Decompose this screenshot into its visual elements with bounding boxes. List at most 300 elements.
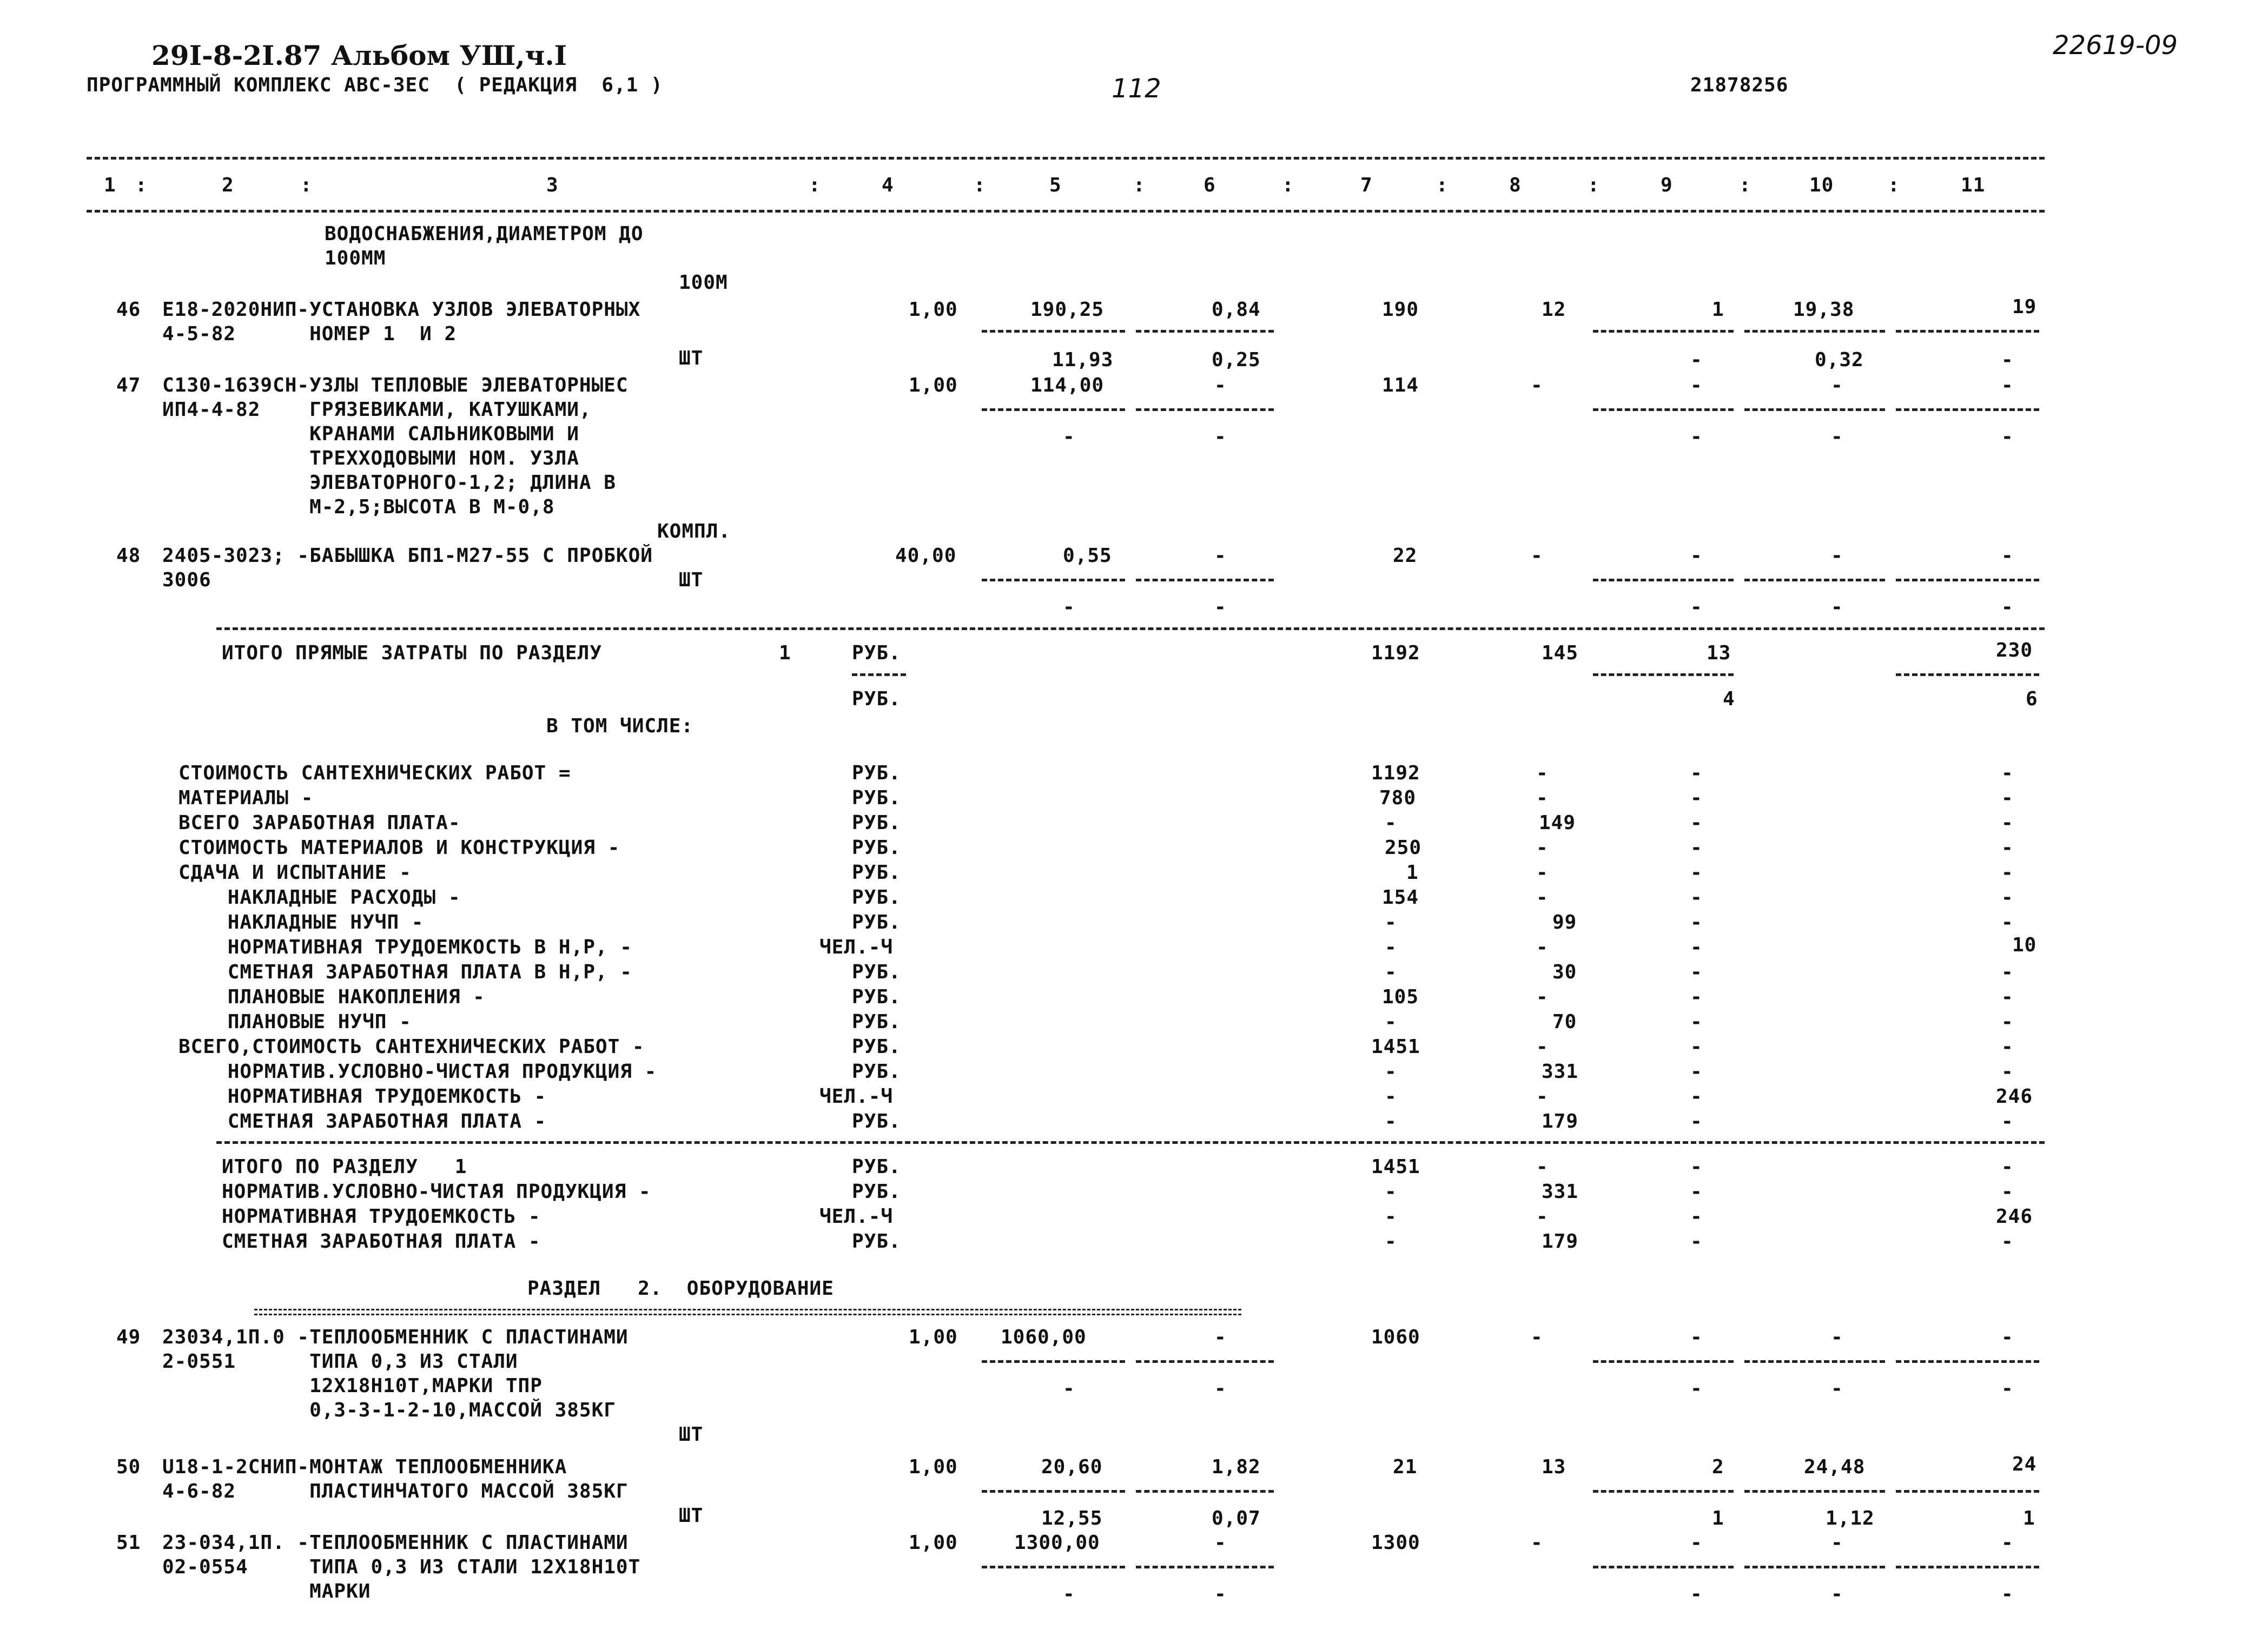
section-total-c7: - [1385, 1230, 1397, 1253]
cell-rule [982, 408, 1125, 411]
row-unit: ШТ [679, 347, 704, 369]
summary-unit: РУБ. [852, 862, 901, 884]
summary-c9: - [1690, 787, 1703, 809]
machine-total: 1 [1712, 299, 1724, 321]
summary-c8: 149 [1539, 812, 1576, 834]
row-desc: КРАНАМИ САЛЬНИКОВЫМИ И [162, 423, 579, 445]
row-desc: 02-0554 ТИПА 0,3 ИЗ СТАЛИ 12Х18Н10Т [162, 1556, 641, 1578]
col-sep: : [974, 174, 986, 196]
cell-rule [1744, 330, 1885, 333]
cell-rule [1593, 408, 1734, 411]
summary-label: МАТЕРИАЛЫ - [178, 787, 314, 809]
summary-c9: - [1690, 961, 1703, 983]
cell-rule [982, 1566, 1125, 1568]
col-1: 1 [104, 174, 116, 196]
row-desc: Е18-2020НИП-УСТАНОВКА УЗЛОВ ЭЛЕВАТОРНЫХ [162, 299, 641, 321]
col-sep: : [1282, 174, 1294, 196]
wage-total: - [1531, 1532, 1543, 1554]
cell-rule [1896, 1490, 2039, 1493]
summary-c7: - [1385, 936, 1397, 958]
summary-c7: 1451 [1371, 1036, 1420, 1058]
section-total-label: ИТОГО ПО РАЗДЕЛУ 1 [222, 1156, 467, 1178]
summary-unit: ЧЕЛ.-Ч [819, 936, 894, 958]
cell-rule [1136, 330, 1274, 333]
section-total-label: СМЕТНАЯ ЗАРАБОТНАЯ ПЛАТА - [222, 1230, 541, 1253]
summary-c11: 246 [1996, 1085, 2033, 1108]
summary-unit: РУБ. [852, 837, 901, 859]
machine-total-wage: 1 [1712, 1507, 1724, 1529]
col-sep: : [809, 174, 821, 196]
cell-rule [982, 579, 1125, 581]
section-total-rule [216, 1141, 2045, 1144]
col-sep: : [1739, 174, 1751, 196]
summary-c11: - [2001, 862, 2014, 884]
machine-wage: - [1214, 1583, 1227, 1605]
row-number: 50 [116, 1456, 141, 1478]
row-desc: С130-1639СН-УЗЛЫ ТЕПЛОВЫЕ ЭЛЕВАТОРНЫЕС [162, 374, 629, 396]
section-total-c7: - [1385, 1206, 1397, 1228]
machine-total-wage: - [1690, 426, 1703, 448]
summary-unit: РУБ. [852, 1011, 901, 1033]
header-bottom-rule [87, 210, 2045, 213]
labor-unit: - [1831, 545, 1843, 567]
unit-cost: 114,00 [1030, 374, 1105, 396]
section-total-c8: - [1536, 1156, 1549, 1178]
cell-rule [1744, 1360, 1885, 1363]
summary-label: СТОИМОСТЬ САНТЕХНИЧЕСКИХ РАБОТ = [178, 762, 571, 784]
col-sep: : [1888, 174, 1900, 196]
summary-c8: 331 [1542, 1061, 1579, 1083]
row-desc: U18-1-2СНИП-МОНТАЖ ТЕПЛООБМЕННИКА [162, 1456, 567, 1478]
summary-unit: РУБ. [852, 961, 901, 983]
machine-total-wage: - [1690, 596, 1703, 618]
total-direct-label: ИТОГО ПРЯМЫЕ ЗАТРАТЫ ПО РАЗДЕЛУ [222, 642, 602, 664]
cell-rule [1744, 579, 1885, 581]
summary-c8: - [1536, 986, 1549, 1008]
unit-cost: 1060,00 [1001, 1326, 1087, 1348]
row-desc: М-2,5;ВЫСОТА В М-0,8 [162, 496, 555, 518]
total-cost: 1060 [1371, 1326, 1420, 1348]
labor-total-2: - [2001, 426, 2014, 448]
summary-c9: - [1690, 936, 1703, 958]
summary-label: СМЕТНАЯ ЗАРАБОТНАЯ ПЛАТА В Н,Р, - [178, 961, 632, 983]
section-total-c11: - [2001, 1181, 2014, 1203]
summary-unit: РУБ. [852, 911, 901, 933]
summary-c8: 179 [1542, 1110, 1579, 1133]
labor-total: 24 [2012, 1453, 2037, 1475]
total-cost: 21 [1393, 1456, 1418, 1478]
section-total-c7: - [1385, 1181, 1397, 1203]
labor-total-2: 6 [2026, 688, 2038, 710]
row-unit: КОМПЛ. [657, 520, 731, 542]
cell-rule [1744, 1490, 1885, 1493]
wage-total: - [1531, 1326, 1543, 1348]
summary-c11: - [2001, 1036, 2014, 1058]
labor-total-2: - [2001, 596, 2014, 618]
row-desc: ТРЕХХОДОВЫМИ НОМ. УЗЛА [162, 447, 579, 469]
section-2-title: РАЗДЕЛ 2. ОБОРУДОВАНИЕ [527, 1277, 834, 1300]
wage-total: 13 [1542, 1456, 1566, 1478]
unit-cost-wage: - [1063, 426, 1075, 448]
col-3: 3 [546, 174, 559, 196]
cell-rule [1896, 673, 2039, 676]
machine-cost: - [1214, 1326, 1227, 1348]
machine-total: - [1690, 1532, 1703, 1554]
row-number: 46 [116, 299, 141, 321]
unit: РУБ. [852, 688, 901, 710]
summary-c8: 99 [1552, 911, 1577, 933]
summary-c8: - [1536, 936, 1549, 958]
total-cost: 114 [1382, 374, 1419, 396]
unit: РУБ. [852, 642, 901, 664]
summary-c11: - [2001, 1011, 2014, 1033]
summary-label: НОРМАТИВНАЯ ТРУДОЕМКОСТЬ В Н,Р, - [178, 936, 632, 958]
summary-c7: - [1385, 911, 1397, 933]
col-10: 10 [1809, 174, 1834, 196]
labor-unit: - [1831, 1326, 1843, 1348]
machine-wage: 0,07 [1212, 1507, 1261, 1529]
summary-c9: - [1690, 986, 1703, 1008]
labor-unit-2: - [1831, 596, 1843, 618]
col-sep: : [1588, 174, 1600, 196]
row-desc: 2-0551 ТИПА 0,3 ИЗ СТАЛИ [162, 1350, 518, 1373]
total-cost: 1192 [1371, 642, 1420, 664]
summary-c11: - [2001, 886, 2014, 909]
section-total-label: НОРМАТИВНАЯ ТРУДОЕМКОСТЬ - [222, 1206, 541, 1228]
col-4: 4 [882, 174, 894, 196]
row-desc: ЭЛЕВАТОРНОГО-1,2; ДЛИНА В [162, 472, 616, 494]
qty: 1,00 [909, 1532, 958, 1554]
qty: 1,00 [909, 299, 958, 321]
document-id: 22619-09 [2053, 30, 2178, 61]
unit-cost-wage: - [1063, 1378, 1075, 1400]
section-total-c8: - [1536, 1206, 1549, 1228]
row-desc: МАРКИ [162, 1580, 371, 1602]
summary-c8: 30 [1552, 961, 1577, 983]
machine-total: - [1690, 1326, 1703, 1348]
cell-rule [1136, 408, 1274, 411]
section-total-c11: - [2001, 1156, 2014, 1178]
machine-wage: 0,25 [1212, 349, 1261, 371]
labor-unit-2: - [1831, 1583, 1843, 1605]
row-desc: 23-034,1П. -ТЕПЛООБМЕННИК С ПЛАСТИНАМИ [162, 1532, 629, 1554]
summary-c11: - [2001, 787, 2014, 809]
section-total-unit: РУБ. [852, 1156, 901, 1178]
summary-unit: РУБ. [852, 886, 901, 909]
total-cost: 190 [1382, 299, 1419, 321]
summary-c11: - [2001, 837, 2014, 859]
row-unit: ШТ [679, 569, 704, 591]
row-desc: 4-6-82 ПЛАСТИНЧАТОГО МАССОЙ 385КГ [162, 1480, 629, 1502]
labor-unit-2: - [1831, 426, 1843, 448]
summary-label: ПЛАНОВЫЕ НАКОПЛЕНИЯ - [178, 986, 485, 1008]
labor-total-2: - [2001, 1378, 2014, 1400]
machine-total-wage: - [1690, 1583, 1703, 1605]
summary-c9: - [1690, 911, 1703, 933]
labor-unit: 19,38 [1793, 299, 1855, 321]
summary-c8: - [1536, 886, 1549, 909]
cell-rule [1744, 1566, 1885, 1568]
labor-total-2: - [2001, 1583, 2014, 1605]
cell-rule [852, 673, 906, 676]
row-unit: ШТ [679, 1505, 704, 1527]
cell-rule [982, 1490, 1125, 1493]
unit-cost: 190,25 [1030, 299, 1105, 321]
col-8: 8 [1509, 174, 1522, 196]
row-desc: 2405-3023; -БАБЫШКА БП1-М27-55 С ПРОБКОЙ [162, 545, 653, 567]
total-cost: 22 [1393, 545, 1418, 567]
col-sep: : [1436, 174, 1449, 196]
summary-c9: - [1690, 1061, 1703, 1083]
program-line: ПРОГРАММНЫЙ КОМПЛЕКС АВС-ЗЕС ( РЕДАКЦИЯ 6,1 ) [87, 74, 663, 96]
album-title: 29I-8-2I.87 Альбом УШ,ч.I [151, 39, 567, 71]
unit-cost-wage: 11,93 [1052, 349, 1114, 371]
summary-unit: РУБ. [852, 1036, 901, 1058]
summary-c7: 250 [1385, 837, 1422, 859]
summary-c11: 10 [2012, 934, 2037, 956]
wage-total: - [1531, 374, 1543, 396]
labor-total: 230 [1996, 639, 2033, 661]
summary-c11: - [2001, 762, 2014, 784]
cell-rule [1896, 579, 2039, 581]
row-desc: 3006 [162, 569, 211, 591]
section-total-unit: РУБ. [852, 1181, 901, 1203]
machine-wage: - [1214, 596, 1227, 618]
machine-cost: 1,82 [1212, 1456, 1261, 1478]
row-number: 47 [116, 374, 141, 396]
summary-c7: - [1385, 1011, 1397, 1033]
labor-unit-2: - [1831, 1378, 1843, 1400]
summary-c8: - [1536, 1085, 1549, 1108]
summary-label: НОРМАТИВ.УСЛОВНО-ЧИСТАЯ ПРОДУКЦИЯ - [178, 1061, 657, 1083]
summary-unit: РУБ. [852, 812, 901, 834]
wage-total: 145 [1542, 642, 1579, 664]
summary-c7: - [1385, 1085, 1397, 1108]
labor-unit: - [1831, 1532, 1843, 1554]
row-unit: 100М [679, 272, 728, 294]
cell-rule [1896, 1360, 2039, 1363]
summary-c8: - [1536, 862, 1549, 884]
summary-unit: РУБ. [852, 1110, 901, 1133]
cell-rule [1593, 579, 1734, 581]
machine-total: - [1690, 545, 1703, 567]
summary-label: НАКЛАДНЫЕ НУЧП - [178, 911, 424, 933]
header-top-rule [87, 157, 2045, 160]
cell-rule [1593, 1490, 1734, 1493]
summary-c7: 1192 [1371, 762, 1420, 784]
summary-c8: - [1536, 787, 1549, 809]
summary-c9: - [1690, 862, 1703, 884]
including-heading: В ТОМ ЧИСЛЕ: [546, 715, 694, 737]
machine-cost: - [1214, 374, 1227, 396]
summary-c8: - [1536, 762, 1549, 784]
summary-c9: - [1690, 762, 1703, 784]
machine-total: 13 [1707, 642, 1731, 664]
labor-unit-2: 1,12 [1826, 1507, 1875, 1529]
row-number: 48 [116, 545, 141, 567]
summary-c7: 154 [1382, 886, 1419, 909]
summary-c9: - [1690, 1011, 1703, 1033]
summary-c8: 70 [1552, 1011, 1577, 1033]
col-sep: : [300, 174, 313, 196]
summary-c11: - [2001, 1110, 2014, 1133]
machine-cost: - [1214, 545, 1227, 567]
labor-total-2: 1 [2023, 1507, 2035, 1529]
cell-rule [1136, 1360, 1274, 1363]
summary-label: СМЕТНАЯ ЗАРАБОТНАЯ ПЛАТА - [178, 1110, 547, 1133]
col-11: 11 [1961, 174, 1986, 196]
doc-code: 21878256 [1690, 74, 1789, 96]
section-total-c9: - [1690, 1206, 1703, 1228]
summary-label: СДАЧА И ИСПЫТАНИЕ - [178, 862, 412, 884]
machine-total-wage: - [1690, 1378, 1703, 1400]
labor-unit-2: 0,32 [1815, 349, 1864, 371]
section-total-label: НОРМАТИВ.УСЛОВНО-ЧИСТАЯ ПРОДУКЦИЯ - [222, 1181, 651, 1203]
cell-rule [1896, 408, 2039, 411]
labor-total: 19 [2012, 296, 2037, 318]
summary-c7: - [1385, 812, 1397, 834]
cell-rule [1896, 1566, 2039, 1568]
row-desc: 12Х18Н10Т,МАРКИ ТПР [162, 1375, 543, 1397]
machine-total: 2 [1712, 1456, 1724, 1478]
summary-c11: - [2001, 1061, 2014, 1083]
summary-c9: - [1690, 1110, 1703, 1133]
summary-c9: - [1690, 1036, 1703, 1058]
cell-rule [1136, 1490, 1274, 1493]
unit-cost-wage: - [1063, 1583, 1075, 1605]
labor-total: - [2001, 545, 2014, 567]
labor-total-2: - [2001, 349, 2014, 371]
summary-c11: - [2001, 812, 2014, 834]
summary-c7: - [1385, 1061, 1397, 1083]
summary-unit: РУБ. [852, 986, 901, 1008]
summary-c7: 105 [1382, 986, 1419, 1008]
unit-cost-wage: - [1063, 596, 1075, 618]
qty: 1,00 [909, 1326, 958, 1348]
section-total-c8: 179 [1542, 1230, 1579, 1253]
section-total-c8: 331 [1542, 1181, 1579, 1203]
machine-total: - [1690, 374, 1703, 396]
row-number: 51 [116, 1532, 141, 1554]
page-number: 112 [1112, 74, 1161, 104]
section-total-c11: 246 [1996, 1206, 2033, 1228]
row-number: 49 [116, 1326, 141, 1348]
summary-c9: - [1690, 812, 1703, 834]
summary-c9: - [1690, 1085, 1703, 1108]
summary-label: НОРМАТИВНАЯ ТРУДОЕМКОСТЬ - [178, 1085, 547, 1108]
summary-c9: - [1690, 886, 1703, 909]
labor-total: - [2001, 1326, 2014, 1348]
section-2-double-rule [254, 1309, 1241, 1315]
summary-c7: 780 [1379, 787, 1417, 809]
unit-cost: 20,60 [1041, 1456, 1103, 1478]
labor-total: - [2001, 374, 2014, 396]
col-sep: : [135, 174, 148, 196]
machine-cost: - [1214, 1532, 1227, 1554]
summary-c11: - [2001, 986, 2014, 1008]
cell-rule [1136, 1566, 1274, 1568]
summary-c11: - [2001, 911, 2014, 933]
summary-c7: - [1385, 961, 1397, 983]
qty: 1,00 [909, 1456, 958, 1478]
cell-rule [1136, 579, 1274, 581]
machine-total-wage: 4 [1723, 688, 1735, 710]
machine-wage: - [1214, 426, 1227, 448]
row-desc: 4-5-82 НОМЕР 1 И 2 [162, 323, 457, 345]
section-total-c9: - [1690, 1181, 1703, 1203]
summary-label: СТОИМОСТЬ МАТЕРИАЛОВ И КОНСТРУКЦИЯ - [178, 837, 620, 859]
col-sep: : [1133, 174, 1146, 196]
cell-rule [1593, 1566, 1734, 1568]
cell-rule [1593, 673, 1734, 676]
row-desc: ВОДОСНАБЖЕНИЯ,ДИАМЕТРОМ ДО [325, 223, 644, 245]
row-desc: 23034,1П.0 -ТЕПЛООБМЕННИК С ПЛАСТИНАМИ [162, 1326, 629, 1348]
labor-total: - [2001, 1532, 2014, 1554]
section-number: 1 [779, 642, 791, 664]
summary-label: ВСЕГО,СТОИМОСТЬ САНТЕХНИЧЕСКИХ РАБОТ - [178, 1036, 645, 1058]
section-total-c11: - [2001, 1230, 2014, 1253]
row-desc: 100ММ [325, 247, 386, 269]
col-9: 9 [1661, 174, 1673, 196]
summary-unit: РУБ. [852, 762, 901, 784]
unit-cost: 1300,00 [1014, 1532, 1100, 1554]
qty: 1,00 [909, 374, 958, 396]
col-6: 6 [1204, 174, 1216, 196]
summary-c7: 1 [1406, 862, 1419, 884]
machine-cost: 0,84 [1212, 299, 1261, 321]
summary-label: ВСЕГО ЗАРАБОТНАЯ ПЛАТА- [178, 812, 461, 834]
col-5: 5 [1049, 174, 1062, 196]
total-cost: 1300 [1371, 1532, 1420, 1554]
summary-c8: - [1536, 1036, 1549, 1058]
machine-wage: - [1214, 1378, 1227, 1400]
section-total-c7: 1451 [1371, 1156, 1420, 1178]
row-desc: 0,3-3-1-2-10,МАССОЙ 385КГ [162, 1399, 616, 1421]
summary-c11: - [2001, 961, 2014, 983]
wage-total: - [1531, 545, 1543, 567]
section-total-unit: РУБ. [852, 1230, 901, 1253]
unit-cost: 0,55 [1063, 545, 1112, 567]
machine-total-wage: - [1690, 349, 1703, 371]
section-total-c9: - [1690, 1230, 1703, 1253]
row-desc: ИП4-4-82 ГРЯЗЕВИКАМИ, КАТУШКАМИ, [162, 399, 592, 421]
unit-cost-wage: 12,55 [1041, 1507, 1103, 1529]
summary-c8: - [1536, 837, 1549, 859]
summary-unit: ЧЕЛ.-Ч [819, 1085, 894, 1108]
wage-total: 12 [1542, 299, 1566, 321]
summary-c9: - [1690, 837, 1703, 859]
summary-unit: РУБ. [852, 1061, 901, 1083]
cell-rule [1593, 1360, 1734, 1363]
cell-rule [1744, 408, 1885, 411]
section-rule [216, 627, 2045, 630]
row-unit: ШТ [679, 1423, 704, 1446]
col-2: 2 [222, 174, 234, 196]
cell-rule [1593, 330, 1734, 333]
labor-unit: 24,48 [1804, 1456, 1866, 1478]
section-total-c9: - [1690, 1156, 1703, 1178]
summary-label: ПЛАНОВЫЕ НУЧП - [178, 1011, 412, 1033]
qty: 40,00 [895, 545, 957, 567]
summary-c7: - [1385, 1110, 1397, 1133]
section-total-unit: ЧЕЛ.-Ч [819, 1206, 894, 1228]
cell-rule [982, 330, 1125, 333]
summary-unit: РУБ. [852, 787, 901, 809]
col-7: 7 [1360, 174, 1373, 196]
labor-unit: - [1831, 374, 1843, 396]
cell-rule [982, 1360, 1125, 1363]
summary-label: НАКЛАДНЫЕ РАСХОДЫ - [178, 886, 461, 909]
